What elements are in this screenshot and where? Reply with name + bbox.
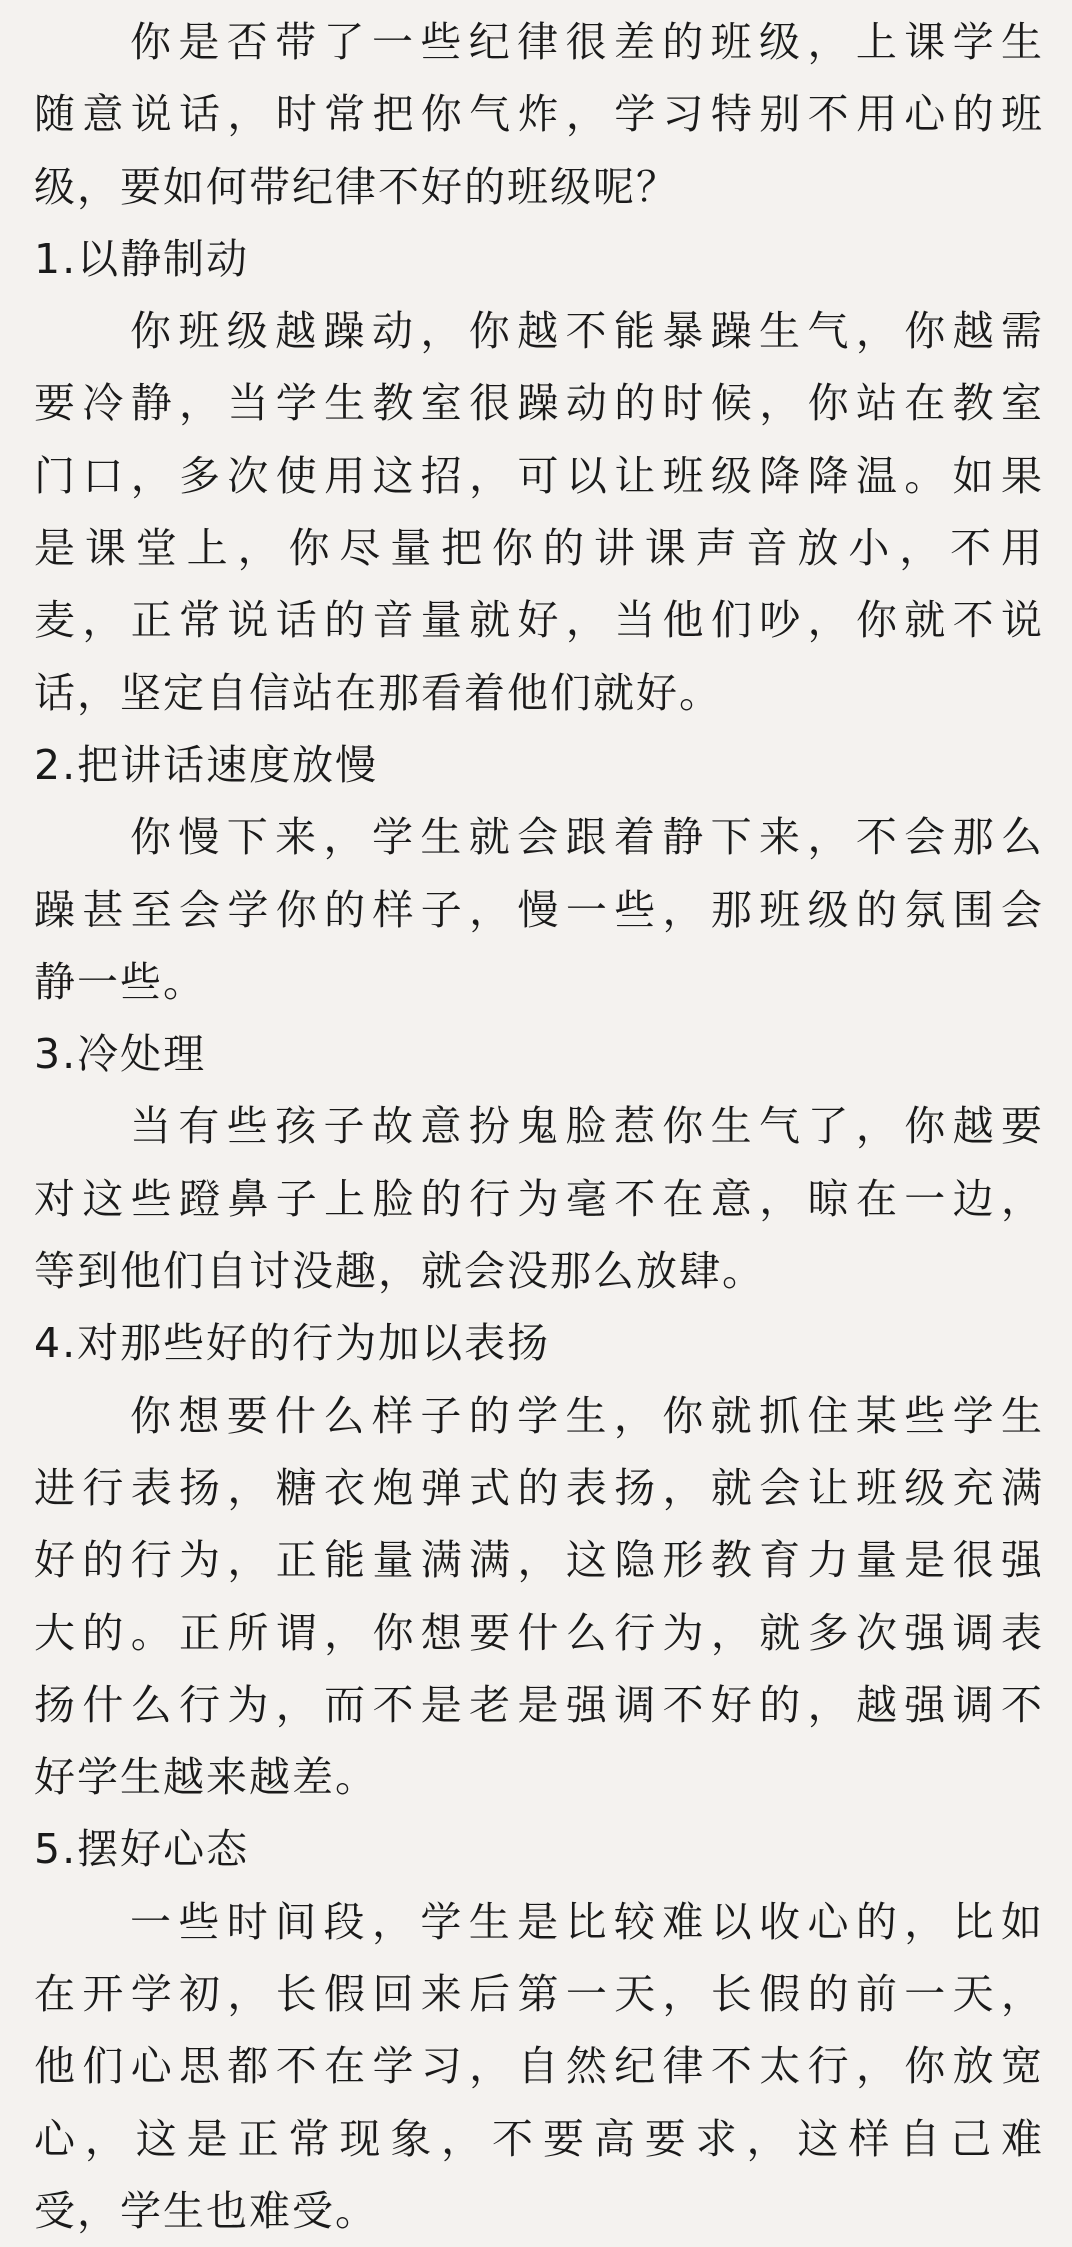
text-line: 等到他们自讨没趣，就会没那么放肆。: [34, 1247, 765, 1296]
section-heading: 5.摆好心态: [34, 1825, 250, 1874]
section-heading: 2.把讲话速度放慢: [34, 740, 379, 789]
text-line: 是课堂上，你尽量把你的讲课声音放小，不用: [34, 524, 1044, 573]
text-line: 话，坚定自信站在那看着他们就好。: [34, 668, 722, 717]
text-line: 静一些。: [34, 957, 206, 1006]
section-1: [34, 223, 1044, 729]
section-heading: 4.对那些好的行为加以表扬: [34, 1319, 551, 1368]
text-line: 好学生越来越差。: [34, 1753, 378, 1802]
text-line: 进行表扬，糖衣炮弹式的表扬，就会让班级充满: [34, 1463, 1044, 1512]
text-line: 躁甚至会学你的样子，慢一些，那班级的氛围会: [34, 885, 1044, 934]
text-line: 随意说话，时常把你气炸，学习特别不用心的班: [34, 90, 1044, 139]
article-body: [34, 6, 1044, 2247]
text-line: 一些时间段，学生是比较难以收心的，比如: [130, 1897, 1044, 1946]
section-5: [34, 1813, 1044, 2247]
text-line: 级，要如何带纪律不好的班级呢？: [34, 162, 679, 211]
text-line: 对这些蹬鼻子上脸的行为毫不在意，晾在一边，: [34, 1174, 1044, 1223]
text-line: 在开学初，长假回来后第一天，长假的前一天，: [34, 1970, 1044, 2019]
text-line: 他们心思都不在学习，自然纪律不太行，你放宽: [34, 2042, 1044, 2091]
text-line: 当有些孩子故意扮鬼脸惹你生气了，你越要: [130, 1102, 1044, 1151]
text-line: 你慢下来，学生就会跟着静下来，不会那么: [130, 813, 1044, 862]
text-line: 门口，多次使用这招，可以让班级降降温。如果: [34, 451, 1044, 500]
text-line: 扬什么行为，而不是老是强调不好的，越强调不: [34, 1680, 1044, 1729]
text-line: 好的行为，正能量满满，这隐形教育力量是很强: [34, 1536, 1044, 1585]
text-line: 你是否带了一些纪律很差的班级，上课学生: [130, 18, 1044, 66]
intro-paragraph: [34, 6, 1044, 223]
text-line: 受，学生也难受。: [34, 2186, 378, 2235]
section-3: [34, 1018, 1044, 1307]
section-heading: 3.冷处理: [34, 1030, 207, 1079]
text-line: 大的。正所谓，你想要什么行为，就多次强调表: [34, 1608, 1044, 1657]
section-4: [34, 1307, 1044, 1813]
section-2: [34, 729, 1044, 1018]
text-line: 你班级越躁动，你越不能暴躁生气，你越需: [130, 307, 1044, 356]
section-heading: 1.以静制动: [34, 234, 250, 283]
text-line: 要冷静，当学生教室很躁动的时候，你站在教室: [34, 379, 1044, 428]
text-line: 你想要什么样子的学生，你就抓住某些学生: [130, 1391, 1044, 1440]
text-line: 麦，正常说话的音量就好，当他们吵，你就不说: [34, 596, 1044, 645]
text-line: 心，这是正常现象，不要高要求，这样自己难: [34, 2114, 1044, 2163]
